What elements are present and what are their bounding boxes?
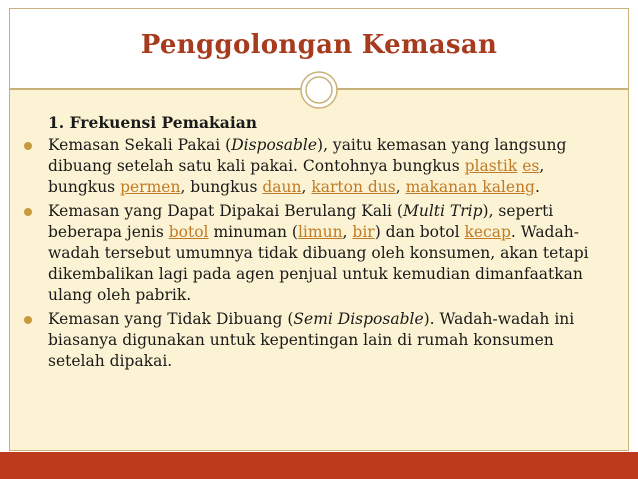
bullet-icon — [24, 208, 32, 216]
item-text: , bungkus — [48, 157, 545, 196]
link-bir[interactable]: bir — [352, 223, 375, 241]
item-text: , — [395, 178, 406, 196]
item-italic-term: Disposable — [231, 136, 318, 154]
item-text: . Wadah-wadah tersebut umumnya tidak dibuang oleh konsumen, akan tetapi dikembalikan lagi pada agen penjual untuk kemudian dimanfaatkan ulang oleh pabrik. — [48, 223, 589, 304]
item-text: ), seperti beberapa jenis — [48, 202, 554, 241]
item-text: ), yaitu kemasan yang langsung dibuang setelah satu kali pakai. Contohnya bungkus — [48, 136, 567, 175]
item-text: , bungkus — [180, 178, 263, 196]
link-makanan-kaleng[interactable]: makanan kaleng — [405, 178, 535, 196]
item-italic-term: Multi Trip — [402, 202, 483, 220]
item-text: Kemasan Sekali Pakai ( — [48, 136, 232, 154]
link-botol[interactable]: botol — [168, 223, 209, 241]
link-permen[interactable]: permen — [120, 178, 181, 196]
circle-ornament-icon — [299, 70, 339, 110]
item-text: , — [342, 223, 353, 241]
item-text: Kemasan yang Tidak Dibuang ( — [48, 310, 294, 328]
item-text: , — [301, 178, 312, 196]
link-limun[interactable]: limun — [297, 223, 343, 241]
footer-accent-bar — [0, 452, 638, 479]
item-text: Kemasan yang Dapat Dipakai Berulang Kali ( — [48, 202, 403, 220]
link-karton-dus[interactable]: karton dus — [311, 178, 396, 196]
item-text: . — [534, 178, 540, 196]
list-item — [22, 309, 602, 372]
bullet-icon — [24, 142, 32, 150]
section-heading: 1. Frekuensi Pemakaian — [48, 113, 258, 132]
item-text: minuman ( — [208, 223, 298, 241]
slide-content — [22, 112, 602, 375]
slide-title: Penggolongan Kemasan — [140, 30, 498, 60]
link-es[interactable]: es — [522, 157, 540, 175]
list-item — [22, 135, 602, 198]
list-item — [22, 201, 602, 306]
item-text: ). Wadah-wadah ini biasanya digunakan untuk kepentingan lain di rumah konsumen setelah dipakai. — [48, 310, 575, 370]
item-italic-term: Semi Disposable — [293, 310, 424, 328]
link-plastik[interactable]: plastik — [464, 157, 518, 175]
bullet-icon — [24, 316, 32, 324]
link-daun[interactable]: daun — [262, 178, 302, 196]
item-text: ) dan botol — [374, 223, 465, 241]
link-kecap[interactable]: kecap — [464, 223, 511, 241]
